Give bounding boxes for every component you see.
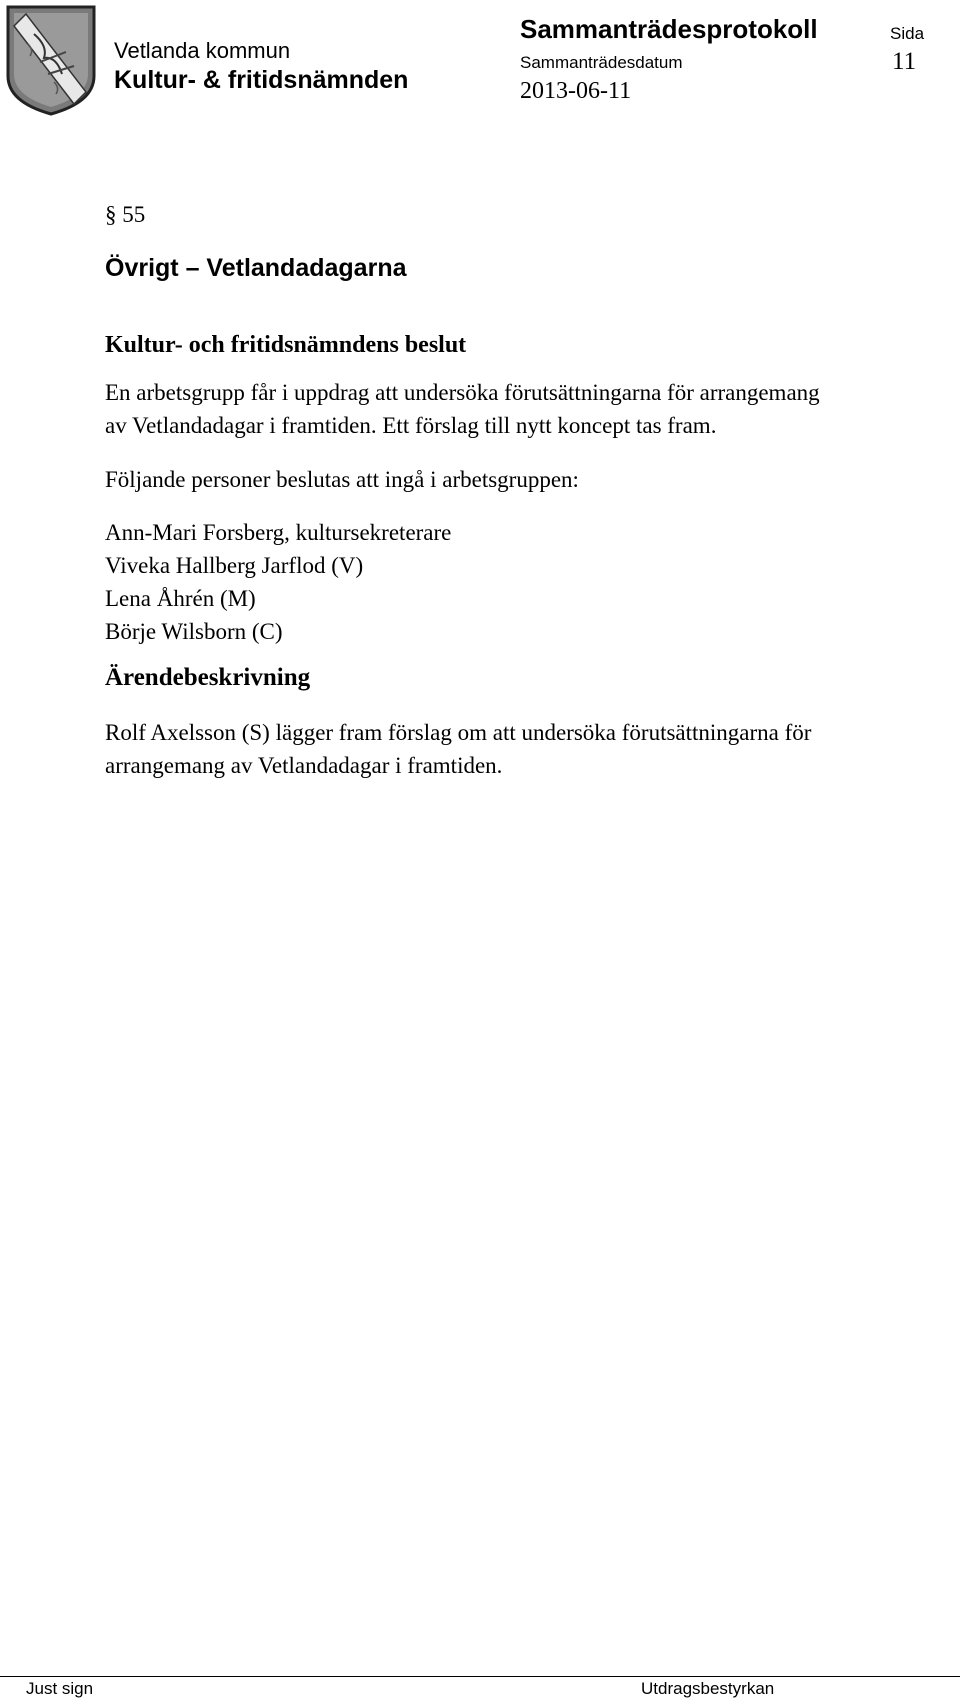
page-number: 11 xyxy=(892,48,917,75)
members-intro: Följande personer beslutas att ingå i arbetsgruppen: xyxy=(105,467,579,492)
description-text xyxy=(105,716,811,782)
board-name: Kultur- & fritidsnämnden xyxy=(114,66,409,94)
decision-heading: Kultur- och fritidsnämndens beslut xyxy=(105,332,467,358)
member-item: Börje Wilsborn (C) xyxy=(105,619,283,644)
description-text-line: arrangemang av Vetlandadagar i framtiden. xyxy=(105,753,503,778)
meeting-date-label: Sammanträdesdatum xyxy=(520,53,683,72)
meeting-date: 2013-06-11 xyxy=(520,78,632,104)
document-title: Sammanträdesprotokoll xyxy=(520,14,818,44)
footer-divider xyxy=(0,1676,960,1677)
member-item: Viveka Hallberg Jarflod (V) xyxy=(105,553,364,578)
coat-of-arms-icon xyxy=(4,4,98,116)
footer-signature-label: Just sign xyxy=(26,1679,94,1698)
section-number: § 55 xyxy=(105,202,146,227)
member-list xyxy=(105,516,451,648)
description-text-line: Rolf Axelsson (S) lägger fram förslag om att undersöka förutsättningarna för xyxy=(105,720,812,745)
decision-text-line: av Vetlandadagar i framtiden. Ett förslag till nytt koncept tas fram. xyxy=(105,413,717,438)
description-heading: Ärendebeskrivning xyxy=(105,664,311,691)
footer-certification-label: Utdragsbestyrkan xyxy=(641,1679,775,1698)
member-item: Ann-Mari Forsberg, kultursekreterare xyxy=(105,520,452,545)
member-item: Lena Åhrén (M) xyxy=(105,586,256,611)
decision-text xyxy=(105,376,820,442)
decision-text-line: En arbetsgrupp får i uppdrag att undersöka förutsättningarna för arrangemang xyxy=(105,380,820,405)
municipality-name: Vetlanda kommun xyxy=(114,38,291,63)
item-title: Övrigt – Vetlandadagarna xyxy=(105,254,407,282)
page-label: Sida xyxy=(890,24,925,43)
